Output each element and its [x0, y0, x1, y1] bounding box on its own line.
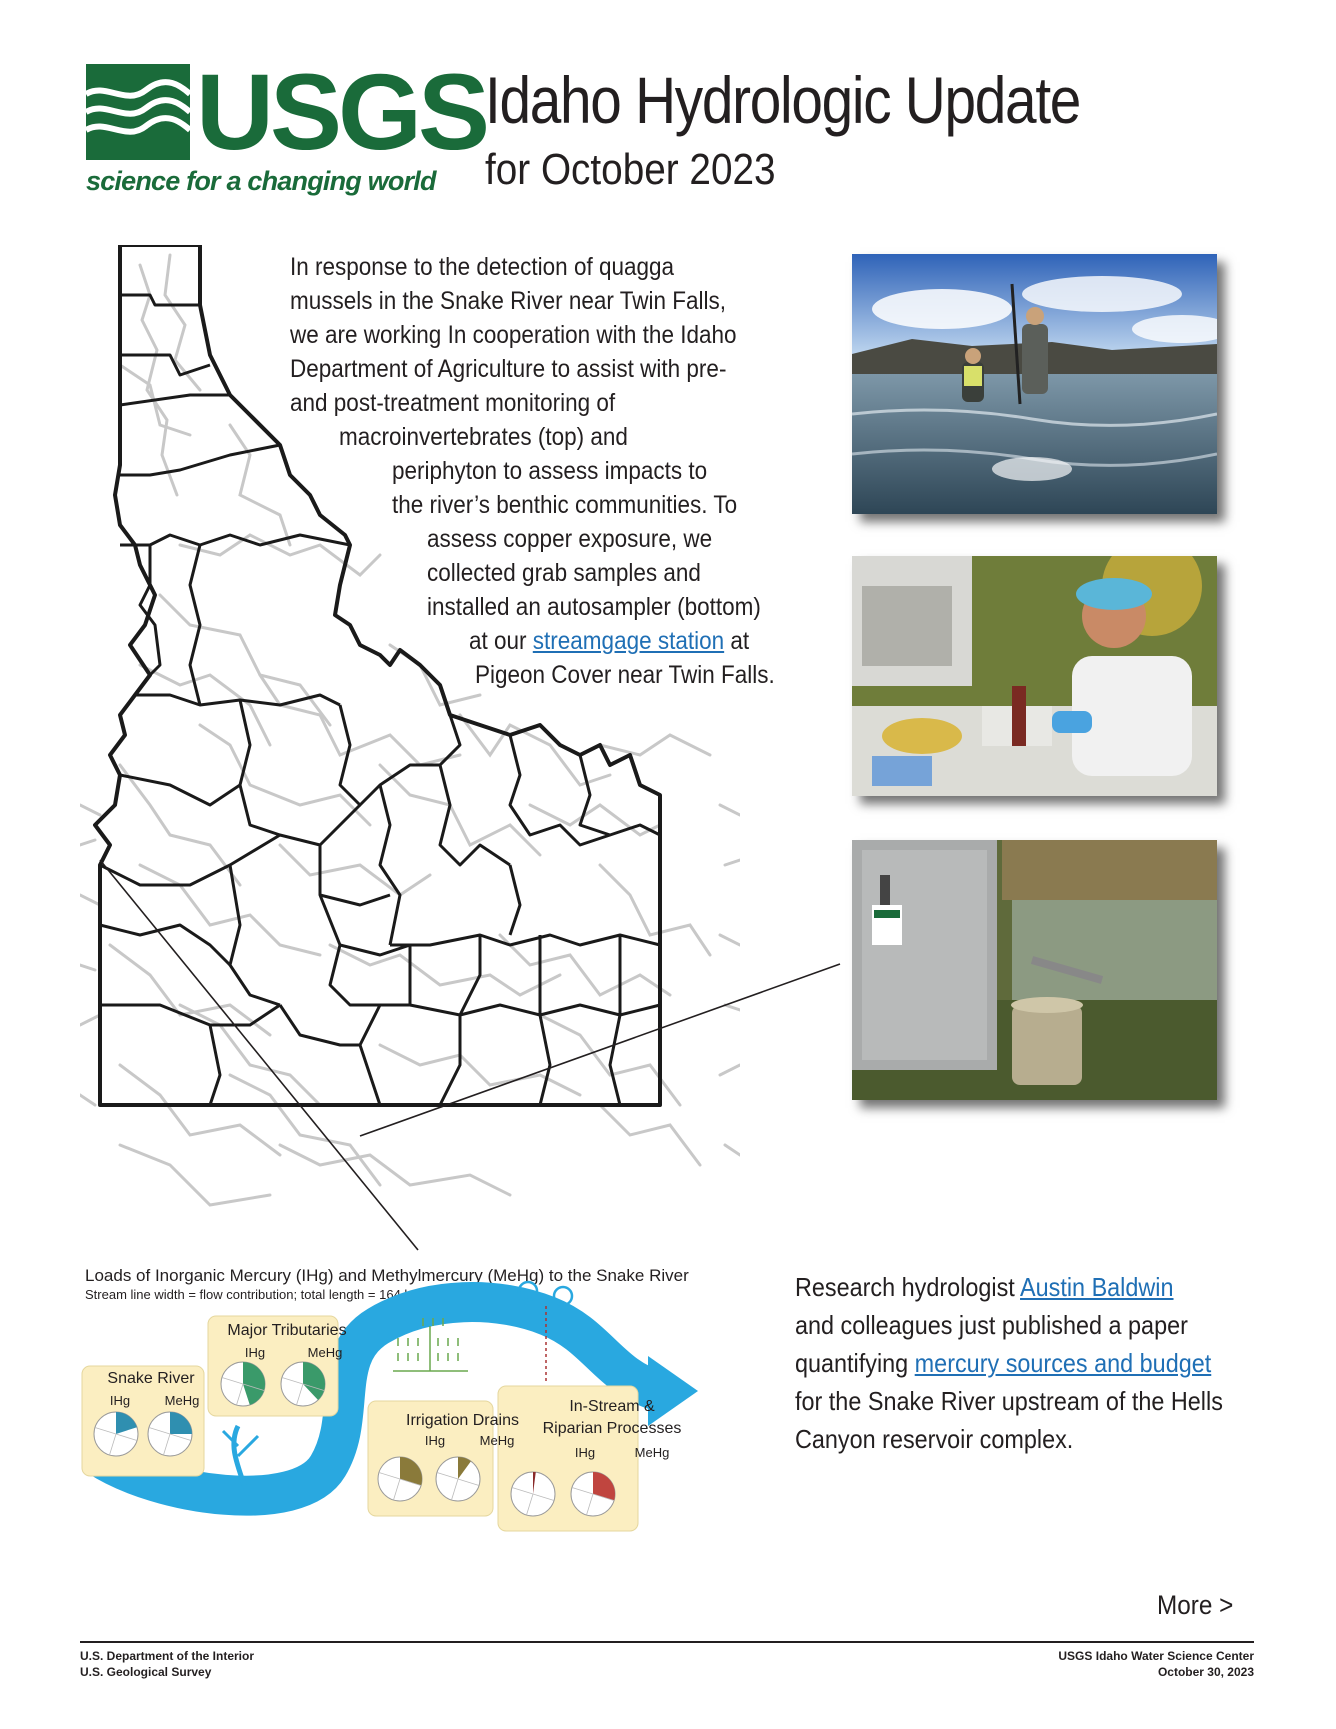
intro-line-8: the river’s benthic communities. To: [392, 491, 738, 519]
footer-department: U.S. Department of the Interior: [80, 1649, 255, 1663]
usgs-logo-word: USGS: [196, 51, 487, 172]
page-subtitle: for October 2023: [485, 145, 776, 194]
label-instream-ihg: IHg: [574, 1445, 596, 1460]
intro-line-3: we are working In cooperation with the Idaho: [290, 321, 737, 349]
intro-line-1: In response to the detection of quagga: [290, 253, 675, 281]
footer-divider: [80, 1641, 1254, 1643]
mercury-line-2: and colleagues just published a paper: [795, 1310, 1188, 1340]
footer-center: USGS Idaho Water Science Center: [1058, 1649, 1254, 1663]
label-irrigation-drains: Irrigation Drains: [406, 1412, 519, 1429]
intro-line-7: periphyton to assess impacts to: [392, 457, 708, 485]
label-trib-ihg: IHg: [244, 1345, 266, 1360]
intro-line-2: mussels in the Snake River near Twin Falls,: [290, 287, 727, 315]
photo-macroinvertebrate-sampling: [852, 254, 1217, 514]
footer-survey: U.S. Geological Survey: [80, 1665, 212, 1679]
intro-line-12: at our streamgage station at: [469, 627, 750, 655]
label-instream-line2: Riparian Processes: [542, 1420, 682, 1437]
label-snake-river: Snake River: [107, 1370, 195, 1387]
usgs-logo[interactable]: [86, 51, 487, 204]
label-snake-ihg: IHg: [109, 1393, 131, 1408]
label-snake-mehg: MeHg: [164, 1393, 200, 1408]
streamgage-station-link[interactable]: streamgage station: [532, 627, 725, 655]
photo-periphyton-processing: [852, 556, 1217, 796]
label-drains-ihg: IHg: [424, 1433, 446, 1448]
intro-line-11: installed an autosampler (bottom): [427, 593, 761, 621]
diagram-title: Loads of Inorganic Mercury (IHg) and Methylmercury (MeHg) to the Snake River: [85, 1266, 689, 1285]
label-instream-line1: In-Stream &: [569, 1398, 655, 1415]
intro-line-9: assess copper exposure, we: [427, 525, 713, 553]
footer-date: October 30, 2023: [1157, 1665, 1254, 1679]
austin-baldwin-link[interactable]: Austin Baldwin: [1020, 1272, 1174, 1302]
photo-autosampler: [852, 840, 1217, 1100]
diagram-subtitle: Stream line width = flow contribution; total length = 164 km: [85, 1287, 422, 1302]
intro-line-6: macroinvertebrates (top) and: [339, 423, 628, 451]
intro-line-5: and post-treatment monitoring of: [290, 389, 616, 417]
mercury-line-5: Canyon reservoir complex.: [795, 1424, 1074, 1454]
intro-line-10: collected grab samples and: [427, 559, 701, 587]
label-trib-mehg: MeHg: [307, 1345, 343, 1360]
intro-line-4: Department of Agriculture to assist with pre-: [290, 355, 727, 383]
mercury-line-3: quantifying mercury sources and budget: [795, 1348, 1212, 1378]
intro-line-13: Pigeon Cover near Twin Falls.: [475, 661, 775, 689]
mercury-line-4: for the Snake River upstream of the Hells: [795, 1386, 1223, 1416]
usgs-wave-mark-icon: [86, 64, 190, 160]
usgs-logo-tagline: science for a changing world: [86, 166, 436, 196]
label-drains-mehg: MeHg: [479, 1433, 515, 1448]
mercury-sources-budget-link[interactable]: mercury sources and budget: [914, 1348, 1212, 1378]
label-major-tributaries: Major Tributaries: [227, 1322, 347, 1339]
more-link[interactable]: More >: [1157, 1590, 1234, 1620]
mercury-line-1: Research hydrologist Austin Baldwin: [795, 1272, 1174, 1302]
label-instream-mehg: MeHg: [634, 1445, 670, 1460]
page-title: Idaho Hydrologic Update: [485, 63, 1081, 137]
